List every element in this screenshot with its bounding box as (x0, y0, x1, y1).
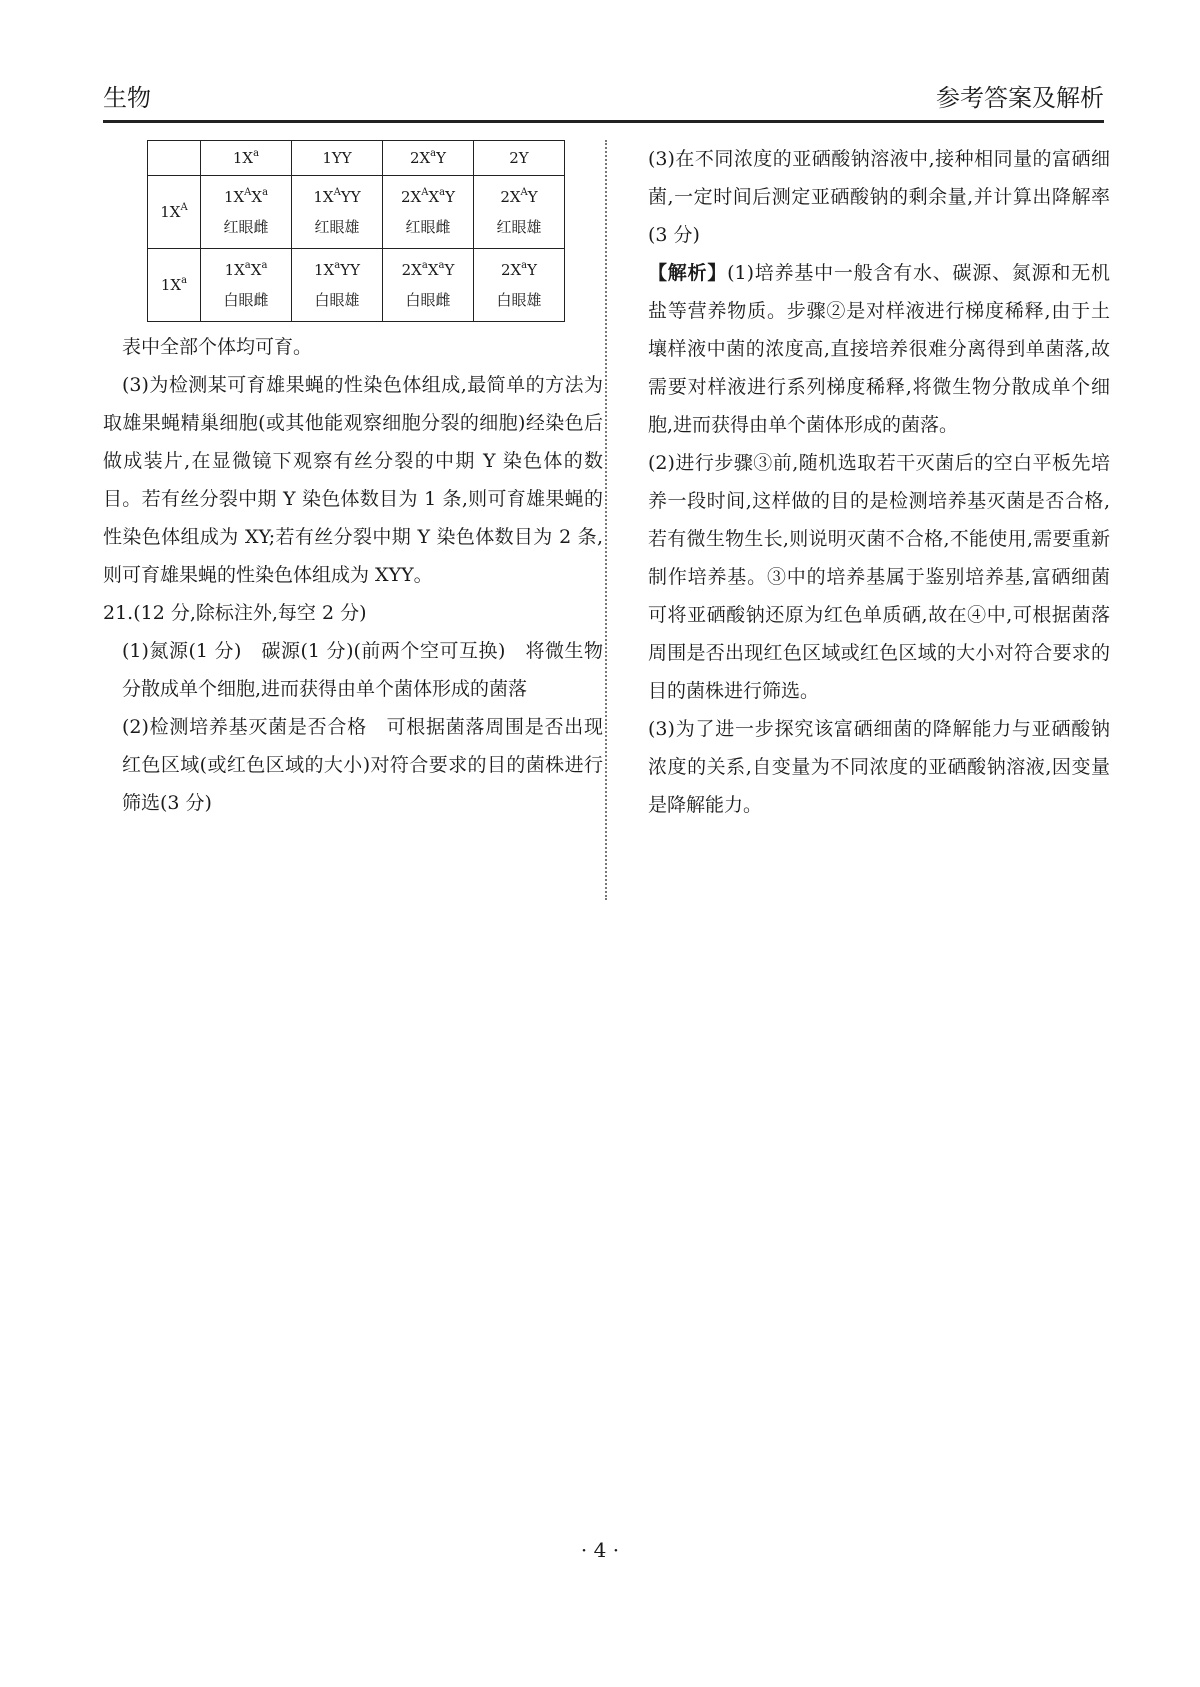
answer-21-1: (1)氮源(1 分) 碳源(1 分)(前两个空可互换) 将微生物分散成单个细胞,进而获得由单个菌体形成的菌落 (122, 640, 603, 700)
table-cell: $2X^AX^aY$ 红眼雌 (383, 176, 474, 249)
col-header: 1YY (292, 141, 383, 176)
table-cell: $1X^AX^a$ 红眼雌 (201, 176, 292, 249)
table-row (148, 249, 565, 322)
table-corner (148, 141, 201, 176)
table-cell: $1X^aYY$ 白眼雄 (292, 249, 383, 322)
question-21-title: 21.(12 分,除标注外,每空 2 分) (103, 602, 367, 624)
subject-title: 生物 (103, 84, 151, 112)
analysis-paragraph-1: 【解析】(1)培养基中一般含有水、碳源、氮源和无机盐等营养物质。步骤②是对样液进行梯度稀释,由于土壤样液中菌的浓度高,直接培养很难分离得到单菌落,故需要对样液进行系列梯度稀释,将微生物分散成单个细胞,进而获得由单个菌体形成的菌落。 (648, 262, 1110, 436)
header-rule (103, 120, 1104, 123)
left-column (103, 140, 603, 822)
analysis-paragraph-3: (3)为了进一步探究该富硒细菌的降解能力与亚硒酸钠浓度的关系,自变量为不同浓度的亚硒酸钠溶液,因变量是降解能力。 (648, 718, 1110, 816)
page-number: · 4 · (580, 1538, 620, 1562)
table-cell: $2X^AY$ 红眼雄 (474, 176, 565, 249)
table-note: 表中全部个体均可育。 (122, 336, 313, 358)
table-cell: $2X^aY$ 白眼雄 (474, 249, 565, 322)
row-header: $1X^A$ (148, 176, 201, 249)
row-header: $1X^a$ (148, 249, 201, 322)
answer-21-3: (3)在不同浓度的亚硒酸钠溶液中,接种相同量的富硒细菌,一定时间后测定亚硒酸钠的剩余量,并计算出降解率(3 分) (648, 148, 1110, 246)
table-cell: $1X^aX^a$ 白眼雌 (201, 249, 292, 322)
answer-21-2: (2)检测培养基灭菌是否合格 可根据菌落周围是否出现红色区域(或红色区域的大小)对符合要求的目的菌株进行筛选(3 分) (122, 716, 603, 814)
table-cell: $2X^aX^aY$ 白眼雌 (383, 249, 474, 322)
right-column (648, 140, 1110, 824)
genotype-table (147, 140, 565, 322)
page-header (103, 78, 1104, 114)
answer-20-3: (3)为检测某可育雄果蝇的性染色体组成,最简单的方法为取雄果蝇精巢细胞(或其他能观察细胞分裂的细胞)经染色后做成装片,在显微镜下观察有丝分裂的中期 Y 染色体的数目。若有丝分裂中期 Y 染色体数目为 1 条,则可育雄果蝇的性染色体组成为 XY;若有丝分裂中期 Y 染色体数目为 2 条,则可育雄果蝇的性染色体组成为 XYY。 (103, 374, 603, 586)
col-header: 2Y (474, 141, 565, 176)
table-cell: $1X^AYY$ 红眼雄 (292, 176, 383, 249)
col-header: $2X^aY$ (383, 141, 474, 176)
analysis-label: 【解析】 (648, 262, 728, 284)
table-row (148, 176, 565, 249)
col-header: $1X^a$ (201, 141, 292, 176)
column-divider (605, 140, 607, 900)
section-title: 参考答案及解析 (936, 84, 1104, 112)
analysis-paragraph-2: (2)进行步骤③前,随机选取若干灭菌后的空白平板先培养一段时间,这样做的目的是检测培养基灭菌是否合格,若有微生物生长,则说明灭菌不合格,不能使用,需要重新制作培养基。③中的培养基属于鉴别培养基,富硒细菌可将亚硒酸钠还原为红色单质硒,故在④中,可根据菌落周围是否出现红色区域或红色区域的大小对符合要求的目的菌株进行筛选。 (648, 452, 1110, 702)
